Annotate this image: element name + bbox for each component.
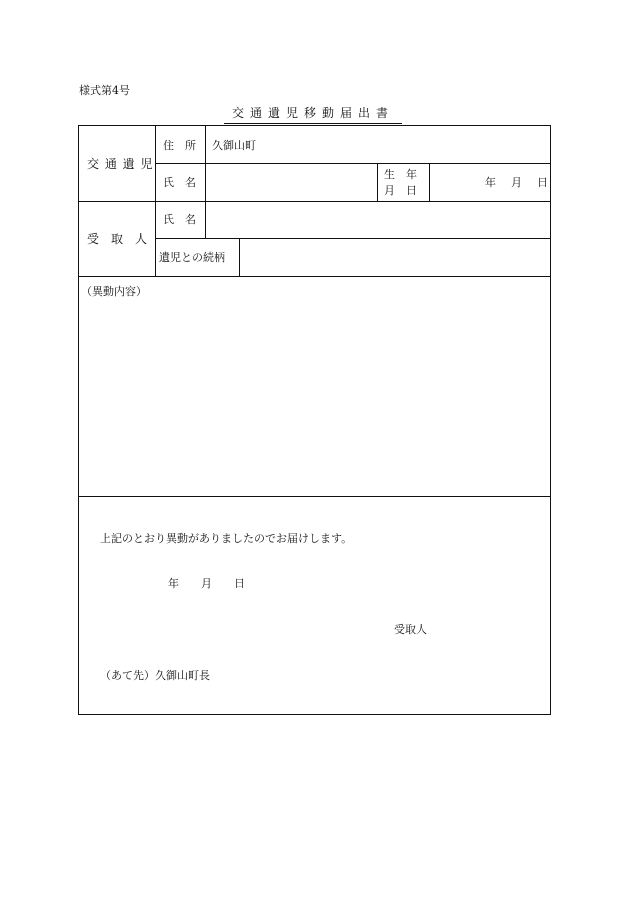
birth-label-line1: 生 年 — [384, 168, 417, 181]
address-value: 久御山町 — [212, 139, 256, 152]
address-label: 住 所 — [163, 139, 196, 152]
divider — [205, 126, 206, 238]
divider — [79, 201, 551, 202]
submission-date: 年 月 日 — [168, 577, 245, 590]
orphan-section-label: 交 通 遺 児 — [87, 157, 154, 171]
divider — [377, 163, 378, 201]
divider — [79, 496, 551, 497]
birth-label-line2: 月 日 — [384, 184, 417, 197]
divider — [155, 238, 551, 239]
form-number: 様式第4号 — [79, 84, 130, 97]
divider — [155, 163, 551, 164]
change-content-label: （異動内容） — [81, 285, 147, 298]
statement-text: 上記のとおり異動がありましたのでお届けします。 — [100, 532, 353, 545]
divider — [239, 238, 240, 276]
recipient-sign-label: 受取人 — [394, 623, 427, 636]
form-frame — [78, 125, 551, 715]
recipient-section-label: 受 取 人 — [87, 232, 148, 246]
page-title: 交通遺児移動届出書 — [224, 104, 402, 124]
orphan-name-label: 氏 名 — [163, 176, 196, 189]
recipient-name-label: 氏 名 — [163, 213, 196, 226]
addressee: （あて先）久御山町長 — [100, 669, 210, 682]
birth-date-value: 年 月 日 — [485, 176, 550, 189]
divider — [79, 276, 551, 277]
divider — [155, 126, 156, 276]
divider — [429, 163, 430, 201]
relation-label: 遺児との続柄 — [159, 251, 225, 264]
